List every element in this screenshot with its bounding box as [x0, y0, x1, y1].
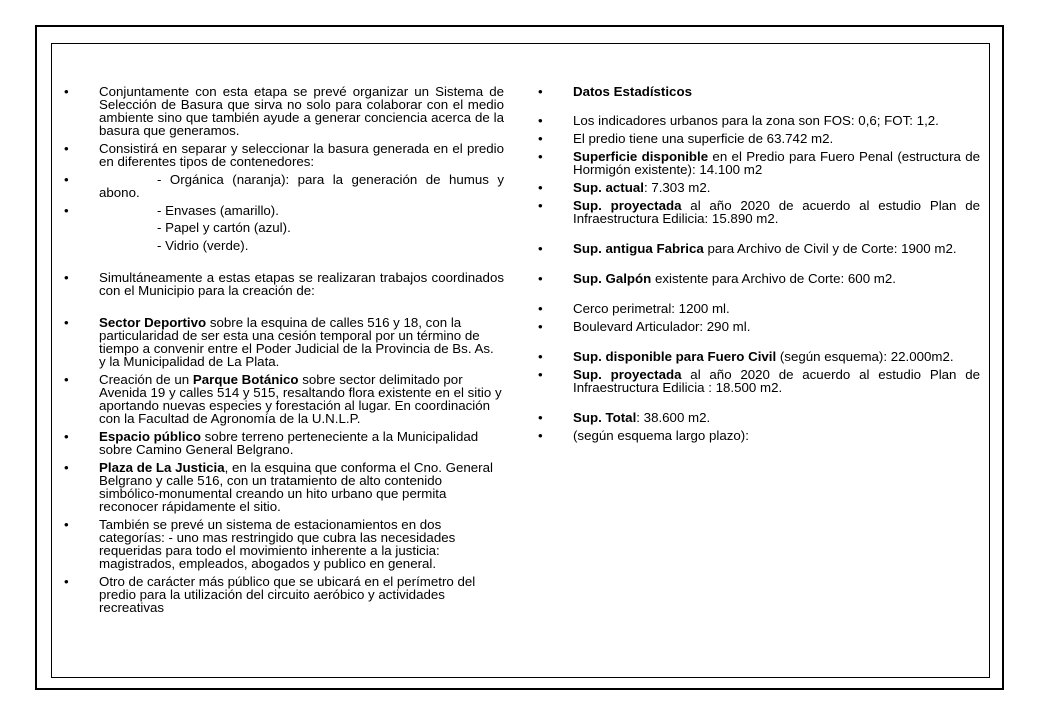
list-item: • Sup. proyectada al año 2020 de acuerdo al estudio Plan de Infraestructura Edilicia : 18.500 m2.: [538, 368, 980, 394]
list-item: • Creación de un Parque Botánico sobre sector delimitado por Avenida 19 y calles 514 y 515, resaltando flora existente en el sitio y aportando nuevas especies y forestación al lugar. En coordinación con la Facultad de Agronomía de la U.N.L.P.: [64, 373, 504, 425]
list-item: • Simultáneamente a estas etapas se realizaran trabajos coordinados con el Municipio para la creación de:: [64, 271, 504, 297]
list-item: • Los indicadores urbanos para la zona son FOS: 0,6; FOT: 1,2.: [538, 114, 980, 127]
list-item: • También se prevé un sistema de estacionamientos en dos categorías: - uno mas restringido que cubra las necesidades requeridas para todo el movimiento inherente a la justicia: magistrados, empleados, abogados y publico en general.: [64, 518, 504, 570]
list-item: • Superficie disponible en el Predio para Fuero Penal (estructura de Hormigón existente): 14.100 m2: [538, 150, 980, 176]
left-bullet-list-3: [64, 316, 504, 614]
left-bullet-list: [64, 85, 504, 217]
list-item: • Sup. Galpón existente para Archivo de Corte: 600 m2.: [538, 272, 980, 285]
list-item: • (según esquema largo plazo):: [538, 429, 980, 442]
right-bullet-list-3: [538, 242, 980, 255]
list-item: • - Envases (amarillo).: [64, 204, 504, 217]
list-item: • - Orgánica (naranja): para la generación de humus y abono.: [64, 173, 504, 199]
left-column: [64, 85, 504, 619]
right-bullet-list-5: [538, 302, 980, 333]
right-bullet-list: [538, 85, 980, 98]
right-bullet-list-7: [538, 411, 980, 442]
list-item: • Sup. actual: 7.303 m2.: [538, 181, 980, 194]
right-column: [538, 85, 980, 447]
left-bullet-list-2: [64, 271, 504, 297]
list-item: • Plaza de La Justicia, en la esquina que conforma el Cno. General Belgrano y calle 516, con un tratamiento de alto contenido simbólico-monumental creando un hito urbano que permita reconocer rápidamente el sitio.: [64, 461, 504, 513]
list-item: • Sector Deportivo sobre la esquina de calles 516 y 18, con la particularidad de ser esta una cesión temporal por un término de tiempo a convenir entre el Poder Judicial de la Provincia de Bs. As. y la Municipalidad de La Plata.: [64, 316, 504, 368]
list-item: • El predio tiene una superficie de 63.742 m2.: [538, 132, 980, 145]
list-item: • Espacio público sobre terreno perteneciente a la Municipalidad sobre Camino General Belgrano.: [64, 430, 504, 456]
list-item: • Sup. antigua Fabrica para Archivo de Civil y de Corte: 1900 m2.: [538, 242, 980, 255]
right-bullet-list-4: [538, 272, 980, 285]
list-item: • Sup. proyectada al año 2020 de acuerdo al estudio Plan de Infraestructura Edilicia: 15.890 m2.: [538, 199, 980, 225]
list-item: • Sup. disponible para Fuero Civil (según esquema): 22.000m2.: [538, 350, 980, 363]
list-item: • Otro de carácter más público que se ubicará en el perímetro del predio para la utilización del circuito aeróbico y actividades recreativas: [64, 575, 504, 614]
list-item: • Cerco perimetral: 1200 ml.: [538, 302, 980, 315]
list-item: • Datos Estadísticos: [538, 85, 980, 98]
sub-item: - Papel y cartón (azul).: [157, 220, 291, 235]
right-bullet-list-6: [538, 350, 980, 394]
list-item: • Conjuntamente con esta etapa se prevé organizar un Sistema de Selección de Basura que sirva no solo para colaborar con el medio ambiente sino que también ayude a generar conciencia acerca de la basura que generamos.: [64, 85, 504, 137]
list-item: • Consistirá en separar y seleccionar la basura generada en el predio en diferentes tipos de contenedores:: [64, 142, 504, 168]
list-item: • Sup. Total: 38.600 m2.: [538, 411, 980, 424]
right-bullet-list-2: [538, 114, 980, 225]
sub-item: - Vidrio (verde).: [157, 238, 249, 253]
list-item: • Boulevard Articulador: 290 ml.: [538, 320, 980, 333]
